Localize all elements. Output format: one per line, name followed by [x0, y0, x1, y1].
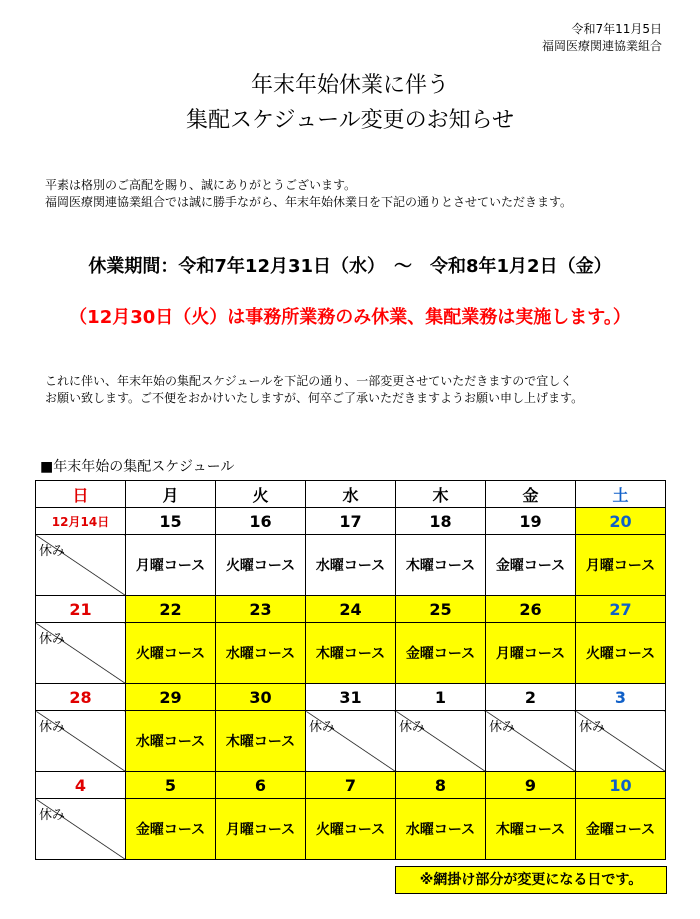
- rest-label: 休み: [309, 720, 336, 735]
- course-cell: 水曜コース: [216, 623, 306, 684]
- date-cell: 7: [306, 772, 396, 799]
- date-cell: 24: [306, 596, 396, 623]
- date-cell: 1: [396, 684, 486, 711]
- date-cell: 29: [126, 684, 216, 711]
- week4-course-row: [36, 799, 666, 860]
- course-cell: 水曜コース: [126, 711, 216, 772]
- date-cell: 28: [36, 684, 126, 711]
- date-cell: 19: [486, 508, 576, 535]
- date-cell: 6: [216, 772, 306, 799]
- rest-cell: [36, 711, 126, 772]
- course-cell: 火曜コース: [576, 623, 666, 684]
- course-cell: 木曜コース: [486, 799, 576, 860]
- week4-date-row: [36, 772, 666, 799]
- rest-label: 休み: [399, 720, 426, 735]
- rest-label: 休み: [579, 720, 606, 735]
- rest-label: 休み: [39, 632, 66, 647]
- course-cell: 火曜コース: [126, 623, 216, 684]
- course-cell: 金曜コース: [126, 799, 216, 860]
- date-cell: 3: [576, 684, 666, 711]
- date-cell: 31: [306, 684, 396, 711]
- weekday-tue: 火: [216, 481, 306, 508]
- date-cell: 17: [306, 508, 396, 535]
- closure-notice: （12月30日（火）は事務所業務のみ休業、集配業務は実施します。）: [69, 307, 631, 328]
- course-cell: 水曜コース: [396, 799, 486, 860]
- date-cell: 9: [486, 772, 576, 799]
- greeting-line2: 福岡医療関連協業組合では誠に勝手ながら、年末年始休業日を下記の通りとさせていただきます。: [45, 195, 573, 209]
- course-cell: 木曜コース: [306, 623, 396, 684]
- rest-label: 休み: [39, 544, 66, 559]
- rest-cell: [36, 535, 126, 596]
- week3-date-row: [36, 684, 666, 711]
- course-cell: 金曜コース: [396, 623, 486, 684]
- week3-course-row: [36, 711, 666, 772]
- date-cell: 23: [216, 596, 306, 623]
- rest-cell: [396, 711, 486, 772]
- weekday-mon: 月: [126, 481, 216, 508]
- course-cell: 木曜コース: [216, 711, 306, 772]
- weekday-header-row: [36, 481, 666, 508]
- date-cell: 22: [126, 596, 216, 623]
- rest-cell: [36, 623, 126, 684]
- highlight-footnote: ※網掛け部分が変更になる日です。: [395, 866, 667, 894]
- rest-label: 休み: [489, 720, 516, 735]
- change-text-line1: これに伴い、年末年始の集配スケジュールを下記の通り、一部変更させていただきますので宜しく: [45, 374, 573, 388]
- weekday-sat: 土: [576, 481, 666, 508]
- course-cell: 金曜コース: [486, 535, 576, 596]
- course-cell: 月曜コース: [576, 535, 666, 596]
- course-cell: 火曜コース: [306, 799, 396, 860]
- issuer-name: 福岡医療関連協業組合: [541, 39, 662, 53]
- rest-cell: [576, 711, 666, 772]
- weekday-thu: 木: [396, 481, 486, 508]
- rest-cell: [306, 711, 396, 772]
- rest-label: 休み: [39, 808, 66, 823]
- date-cell: 20: [576, 508, 666, 535]
- date-cell: 2: [486, 684, 576, 711]
- weekday-sun: 日: [36, 481, 126, 508]
- document-title-line1: 年末年始休業に伴う: [250, 73, 449, 98]
- date-cell: 18: [396, 508, 486, 535]
- date-cell: 10: [576, 772, 666, 799]
- week2-course-row: [36, 623, 666, 684]
- document-title-line2: 集配スケジュール変更のお知らせ: [185, 108, 515, 133]
- course-cell: 木曜コース: [396, 535, 486, 596]
- week2-date-row: [36, 596, 666, 623]
- date-cell: 12月14日: [36, 508, 126, 535]
- schedule-calendar: [35, 480, 666, 860]
- weekday-wed: 水: [306, 481, 396, 508]
- schedule-heading: ■年末年始の集配スケジュール: [40, 459, 235, 475]
- rest-cell: [36, 799, 126, 860]
- closure-period: 休業期間：令和7年12月31日（水） ～ 令和8年1月2日（金）: [88, 256, 612, 277]
- date-cell: 27: [576, 596, 666, 623]
- rest-cell: [486, 711, 576, 772]
- date-cell: 16: [216, 508, 306, 535]
- weekday-fri: 金: [486, 481, 576, 508]
- date-cell: 21: [36, 596, 126, 623]
- week1-date-row: [36, 508, 666, 535]
- date-cell: 26: [486, 596, 576, 623]
- date-cell: 15: [126, 508, 216, 535]
- week1-course-row: [36, 535, 666, 596]
- course-cell: 水曜コース: [306, 535, 396, 596]
- date-cell: 8: [396, 772, 486, 799]
- course-cell: 月曜コース: [486, 623, 576, 684]
- course-cell: 月曜コース: [126, 535, 216, 596]
- date-cell: 4: [36, 772, 126, 799]
- rest-label: 休み: [39, 720, 66, 735]
- issue-date: 令和7年11月5日: [571, 22, 662, 36]
- course-cell: 火曜コース: [216, 535, 306, 596]
- course-cell: 金曜コース: [576, 799, 666, 860]
- date-cell: 30: [216, 684, 306, 711]
- date-cell: 25: [396, 596, 486, 623]
- change-text-line2: お願い致します。ご不便をおかけいたしますが、何卒ご了承いただきますようお願い申し上げます。: [45, 391, 584, 405]
- date-cell: 5: [126, 772, 216, 799]
- greeting-line1: 平素は格別のご高配を賜り、誠にありがとうございます。: [45, 178, 357, 192]
- course-cell: 月曜コース: [216, 799, 306, 860]
